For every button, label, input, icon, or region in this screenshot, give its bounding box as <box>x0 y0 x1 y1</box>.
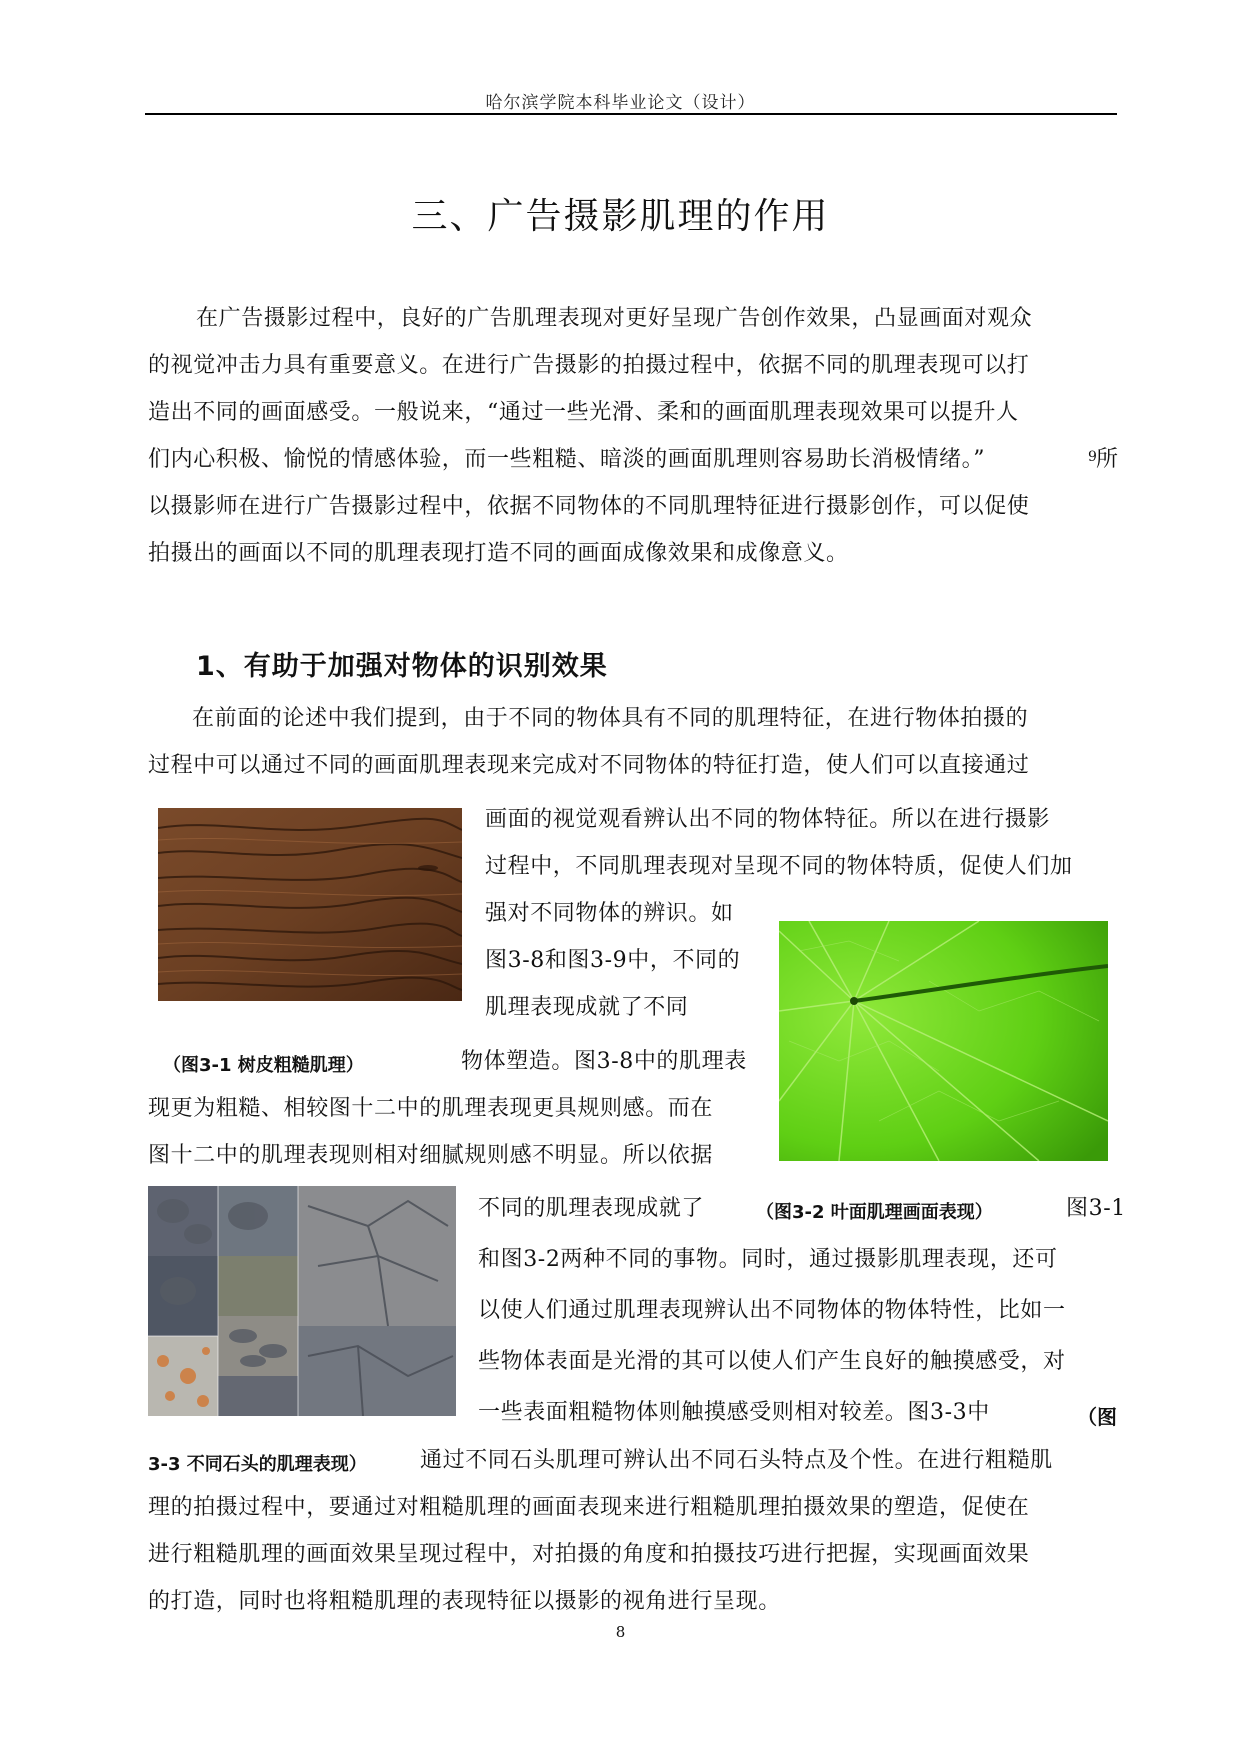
leaf-texture-image <box>779 921 1108 1161</box>
intro-line-5: 以摄影师在进行广告摄影过程中，依据不同物体的不同肌理特征进行摄影创作，可以促使 <box>148 494 1030 519</box>
body-line-11-ref: 图3-1 <box>1066 1196 1126 1221</box>
intro-line-6: 拍摄出的画面以不同的肌理表现打造不同的画面成像效果和成像意义。 <box>148 541 849 566</box>
body-line-16: 通过不同石头肌理可辨认出不同石头特点及个性。在进行粗糙肌 <box>420 1448 1053 1473</box>
body-line-14: 些物体表面是光滑的其可以使人们产生良好的触摸感受，对 <box>478 1349 1066 1374</box>
stone-texture-image <box>148 1186 456 1416</box>
bark-texture-photo <box>158 808 462 1001</box>
figure-caption-3-3-start: （图 <box>1077 1405 1117 1429</box>
body-line-10: 图十二中的肌理表现则相对细腻规则感不明显。所以依据 <box>148 1143 714 1168</box>
stone-texture-photo <box>148 1186 456 1416</box>
body-line-2: 过程中可以通过不同的画面肌理表现来完成对不同物体的特征打造，使人们可以直接通过 <box>148 753 1030 778</box>
body-line-18: 进行粗糙肌理的画面效果呈现过程中，对拍摄的角度和拍摄技巧进行把握，实现画面效果 <box>148 1542 1030 1567</box>
body-line-17: 理的拍摄过程中，要通过对粗糙肌理的画面表现来进行粗糙肌理拍摄效果的塑造，促使在 <box>148 1495 1030 1520</box>
body-line-4: 过程中，不同肌理表现对呈现不同的物体特质，促使人们加 <box>485 854 1073 879</box>
body-line-6: 图3-8和图3-9中，不同的 <box>485 948 741 973</box>
leaf-texture-photo <box>779 921 1108 1161</box>
body-line-8: 物体塑造。图3-8中的肌理表 <box>461 1049 747 1074</box>
body-line-5: 强对不同物体的辨识。如 <box>485 901 734 926</box>
body-line-19: 的打造，同时也将粗糙肌理的表现特征以摄影的视角进行呈现。 <box>148 1589 781 1614</box>
bark-texture-image <box>158 808 462 1001</box>
intro-line-3: 造出不同的画面感受。一般说来，“通过一些光滑、柔和的画面肌理表现效果可以提升人 <box>148 400 1019 425</box>
running-header: 哈尔滨学院本科毕业论文（设计） <box>485 93 756 113</box>
body-line-7: 肌理表现成就了不同 <box>485 995 689 1020</box>
figure-caption-3-3-end: 3-3 不同石头的肌理表现） <box>148 1454 367 1475</box>
body-line-11: 不同的肌理表现成就了 <box>478 1196 705 1221</box>
intro-line-4-end: 所 <box>1096 447 1119 472</box>
chapter-title: 三、广告摄影肌理的作用 <box>411 196 830 237</box>
footnote-marker: 9 <box>1088 449 1098 465</box>
figure-caption-3-1: （图3-1 树皮粗糙肌理） <box>163 1055 364 1076</box>
figure-caption-3-2: （图3-2 叶面肌理画面表现） <box>756 1202 993 1223</box>
body-line-9: 现更为粗糙、相较图十二中的肌理表现更具规则感。而在 <box>148 1096 714 1121</box>
section-heading: 1、有助于加强对物体的识别效果 <box>196 651 608 682</box>
header-rule <box>145 113 1117 115</box>
intro-line-1: 在广告摄影过程中，良好的广告肌理表现对更好呈现广告创作效果，凸显画面对观众 <box>196 306 1033 331</box>
body-line-1: 在前面的论述中我们提到，由于不同的物体具有不同的肌理特征，在进行物体拍摄的 <box>192 706 1029 731</box>
body-line-3: 画面的视觉观看辨认出不同的物体特征。所以在进行摄影 <box>485 807 1051 832</box>
intro-line-2: 的视觉冲击力具有重要意义。在进行广告摄影的拍摄过程中，依据不同的肌理表现可以打 <box>148 353 1030 378</box>
body-line-12: 和图3-2两种不同的事物。同时，通过摄影肌理表现，还可 <box>478 1247 1058 1272</box>
intro-line-4: 们内心积极、愉悦的情感体验，而一些粗糙、暗淡的画面肌理则容易助长消极情绪。” <box>148 447 986 472</box>
body-line-13: 以使人们通过肌理表现辨认出不同物体的物体特性，比如一 <box>478 1298 1066 1323</box>
page-number: 8 <box>615 1623 626 1641</box>
body-line-15: 一些表面粗糙物体则触摸感受则相对较差。图3-3中 <box>478 1400 990 1425</box>
